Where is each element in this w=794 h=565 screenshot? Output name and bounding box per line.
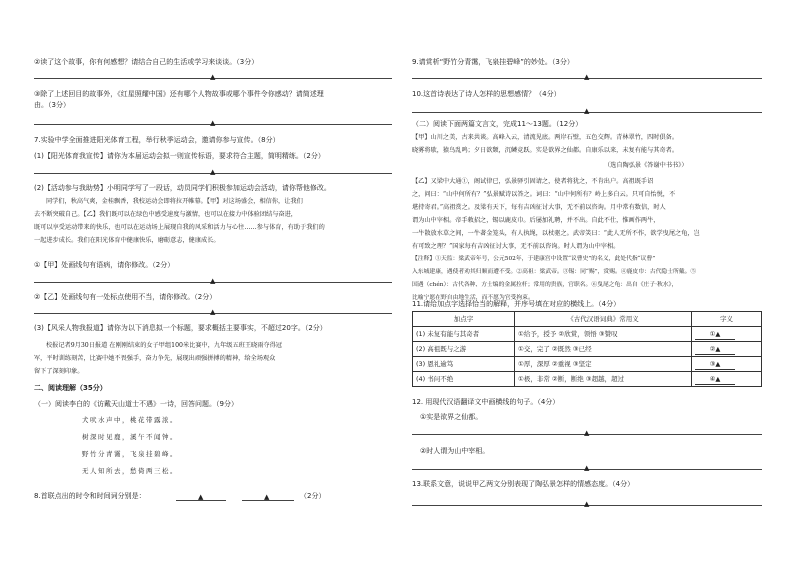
table-cell-answer[interactable]: ④▲: [692, 372, 762, 387]
table-row: [413, 342, 762, 357]
table-cell-options: ①极，非常 ②断，断绝 ③超越，超过: [515, 372, 692, 387]
passage-jia-line: 【甲】山川之美，古来共谈。高峰入云，清流见底。两岸石壁，五色交辉。青林翠竹，四时俱备。: [412, 134, 679, 141]
question-7-2: (2)【活动参与我助势】小明同学写了一段话，动员同学们积极参加运动会活动，请你帮他修改。: [34, 184, 331, 192]
table-cell-options: ①交，完了 ②既然 ③已经: [515, 342, 692, 357]
question-6-3: ③除了上述回目的故事外，《红星照耀中国》还有哪个人物故事或哪个事件令你感动？请简述理: [34, 90, 324, 98]
note-line: 国遇（chén）：古代各种、方士编的金属拉杆；常用的贵族，官职名。⑥曳尾之龟：出自《庄子·秋水》，: [412, 282, 678, 288]
answer-marker: ▲: [584, 500, 590, 508]
note-line: 比喻宁愿在野自由地生活，而不愿为官受拘束。: [412, 295, 534, 301]
question-6-2: ②读了这个故事，你有何感想？请结合自己的生活或学习来谈谈。（3分）: [34, 58, 259, 66]
question-7-2-a: ①【甲】处画线句有语病，请你修改。（2分）: [34, 261, 175, 269]
answer-marker: ▲: [584, 107, 590, 115]
answer-marker: ▲: [210, 73, 216, 81]
table-cell-word: (3) 恩礼逾笃: [413, 357, 515, 372]
question-6-3-cont: 由。（3分）: [34, 101, 70, 109]
passage-line: 去不断突破自己。【乙】我们既可以在绿色中感受速度与激情，也可以在接力中体验团结与奋进，: [34, 211, 297, 218]
passage-line: 一起进步成长。我们在阳光体育中健康快乐，磨砺意志，健康成长。: [34, 237, 220, 244]
answer-marker: ▲: [198, 493, 204, 501]
passage-yi-line: 之，问曰：“山中何所有？”弘景赋诗以答之。词曰：“山中何所有？岭上多白云。只可自怡悦，不: [412, 191, 676, 198]
question-9: 9.请赏析“野竹分青霭，飞泉挂碧峰”的妙处。（3分）: [412, 58, 574, 66]
table-row: [413, 357, 762, 372]
table-header-row: [413, 312, 762, 327]
question-7: 7.实验中学全面推进阳光体育工程，举行秋季运动会，邀请你参与宣传。（8分）: [34, 136, 280, 144]
answer-marker: ▲: [210, 277, 216, 285]
question-12: 12. 用现代汉语翻译文中画横线的句子。（4分）: [412, 398, 560, 406]
passage-yi-line: 谓为山中宰相。帝手敕招之，锡以鹿皮巾。后屡加礼聘，并不出。自此不仕，惟画作两牛，: [412, 217, 660, 224]
passage-line: 既可以享受运动带来的快乐，也可以在运动场上展现自我的风采和活力与心往……参与体育，有助于我们的: [34, 224, 325, 231]
news-line: 军，平时训练刻苦，比赛中她不畏强手，奋力争先，展现出顽强拼搏的精神，给全场观众: [34, 355, 276, 362]
note-line: 【注释】①天监：梁武帝年号，公元502年，于建康宫中设置“议曹史”的名义，此处代指“议曹”: [412, 256, 656, 262]
passage-yi-line: 堪持寄君。”高祖赏之。及梁有天下，每有吉凶征讨大事，无不前以咨询。月中常有数信，时人: [412, 204, 666, 211]
table-cell-answer[interactable]: ③▲: [692, 357, 762, 372]
poem-line: 犬吠水声中，桃花带露浓。: [82, 416, 178, 424]
passage-yi-line: 一牛散放水草之间，一牛著金笼头，有人执绳，以杖驱之。武帝笑曰：“此人无所不作，欲学曳尾之龟，岂: [412, 230, 700, 237]
question-11: 11.请给加点字选择恰当的解释，并序号填在对应的横线上。（4分）: [412, 300, 621, 308]
answer-marker: ▲: [584, 464, 590, 472]
question-7-3: (3)【风采人物我报道】请你为以下消息拟一个标题，要求概括主要事实，不超过20字。（2分）: [34, 324, 327, 332]
table-header: 《古代汉语词典》常用义: [515, 312, 692, 327]
table-cell-word: (4) 书问不绝: [413, 372, 515, 387]
question-10: 10.这首诗表达了诗人怎样的思想感情？（4分）: [412, 90, 561, 98]
section-2-1: （一）阅读李白的《访戴天山道士不遇》一诗，回答问题。（9分）: [34, 400, 238, 408]
section-2-2: （二）阅读下面两篇文言文，完成11～13题。（12分）: [412, 120, 583, 128]
table-cell-options: ①厚，深厚 ②重视 ③坚定: [515, 357, 692, 372]
answer-marker: ▲: [584, 429, 590, 437]
answer-marker: ▲: [210, 308, 216, 316]
poem-line: 树深时见鹿，溪午不闻钟。: [82, 433, 178, 441]
poem-line: 无人知所去，愁倚两三松。: [82, 467, 178, 475]
answer-marker: ▲: [210, 168, 216, 176]
question-12-2: ②时人谓为山中宰相。: [420, 447, 490, 455]
answer-marker: ▲: [584, 73, 590, 81]
table-row: [413, 372, 762, 387]
note-line: 入东城建康，遇使者劝其归顺而遭不受。②高祖：梁武帝。③锡：同“赐”，赏赐。④鹿皮巾：古代隐士所戴。⑤: [412, 269, 697, 275]
passage-line: 同学们，秋高气爽，金桂飘香，我校运动会即将拉开帷幕。【甲】对这场盛会，相信你，让我们: [46, 198, 303, 205]
news-line: 校报记者9月30日报道 在刚刚结束的女子甲组100米比赛中，九年级五班王晓雨夺得冠: [46, 342, 282, 349]
table-cell-word: (2) 高祖既与之游: [413, 342, 515, 357]
question-8-score: （2分）: [300, 492, 326, 500]
answer-marker: ▲: [210, 119, 216, 127]
passage-yi-line: 【乙】又梁中大通①，阁试律已，弘景驿引固请之，使者将犹之，不肯出户。高祖既手诏: [412, 178, 654, 185]
question-7-2-b: ②【乙】处画线句有一处标点使用不当，请你修改。（2分）: [34, 293, 217, 301]
question-12-1: ①实是欲界之仙都。: [420, 413, 483, 421]
table-cell-answer[interactable]: ②▲: [692, 342, 762, 357]
table-cell-word: (1) 未复有能与其奇者: [413, 327, 515, 342]
passage-jia-source: （选自陶弘景《答谢中书书》）: [604, 162, 688, 169]
poem-line: 野竹分青霭，飞泉挂碧峰。: [82, 450, 178, 458]
question-7-1: (1)【阳光体育我宣传】请你为本届运动会拟一则宣传标语，要求符合主题，简明精练。（2分）: [34, 152, 325, 160]
section-2-title: 二、阅读理解（35分）: [34, 384, 107, 392]
passage-yi-line: 有可致之理？”国家每有吉凶征讨大事，无不前以咨询。时人谓为山中宰相。: [412, 243, 620, 250]
answer-marker: ▲: [264, 493, 270, 501]
news-line: 留下了深刻印象。: [34, 368, 84, 375]
table-cell-answer[interactable]: ①▲: [692, 327, 762, 342]
passage-jia-line: 晓雾将歇，猿鸟乱鸣；夕日欲颓，沉鳞竞跃。实是欲界之仙都。自康乐以来，未复有能与其奇者。: [412, 147, 679, 154]
question-13: 13.联系文意，说说甲乙两文分别表现了陶弘景怎样的情感态度。（4分）: [412, 480, 635, 488]
table-row: [413, 327, 762, 342]
table-header: 加点字: [413, 312, 515, 327]
question-8: 8.首联点出的时令和时间词分别是：: [34, 492, 146, 500]
table-cell-options: ①给予，授予 ②欣赏，领悟 ③赞叹: [515, 327, 692, 342]
word-meaning-table: [412, 311, 762, 387]
table-header: 字义: [692, 312, 762, 327]
